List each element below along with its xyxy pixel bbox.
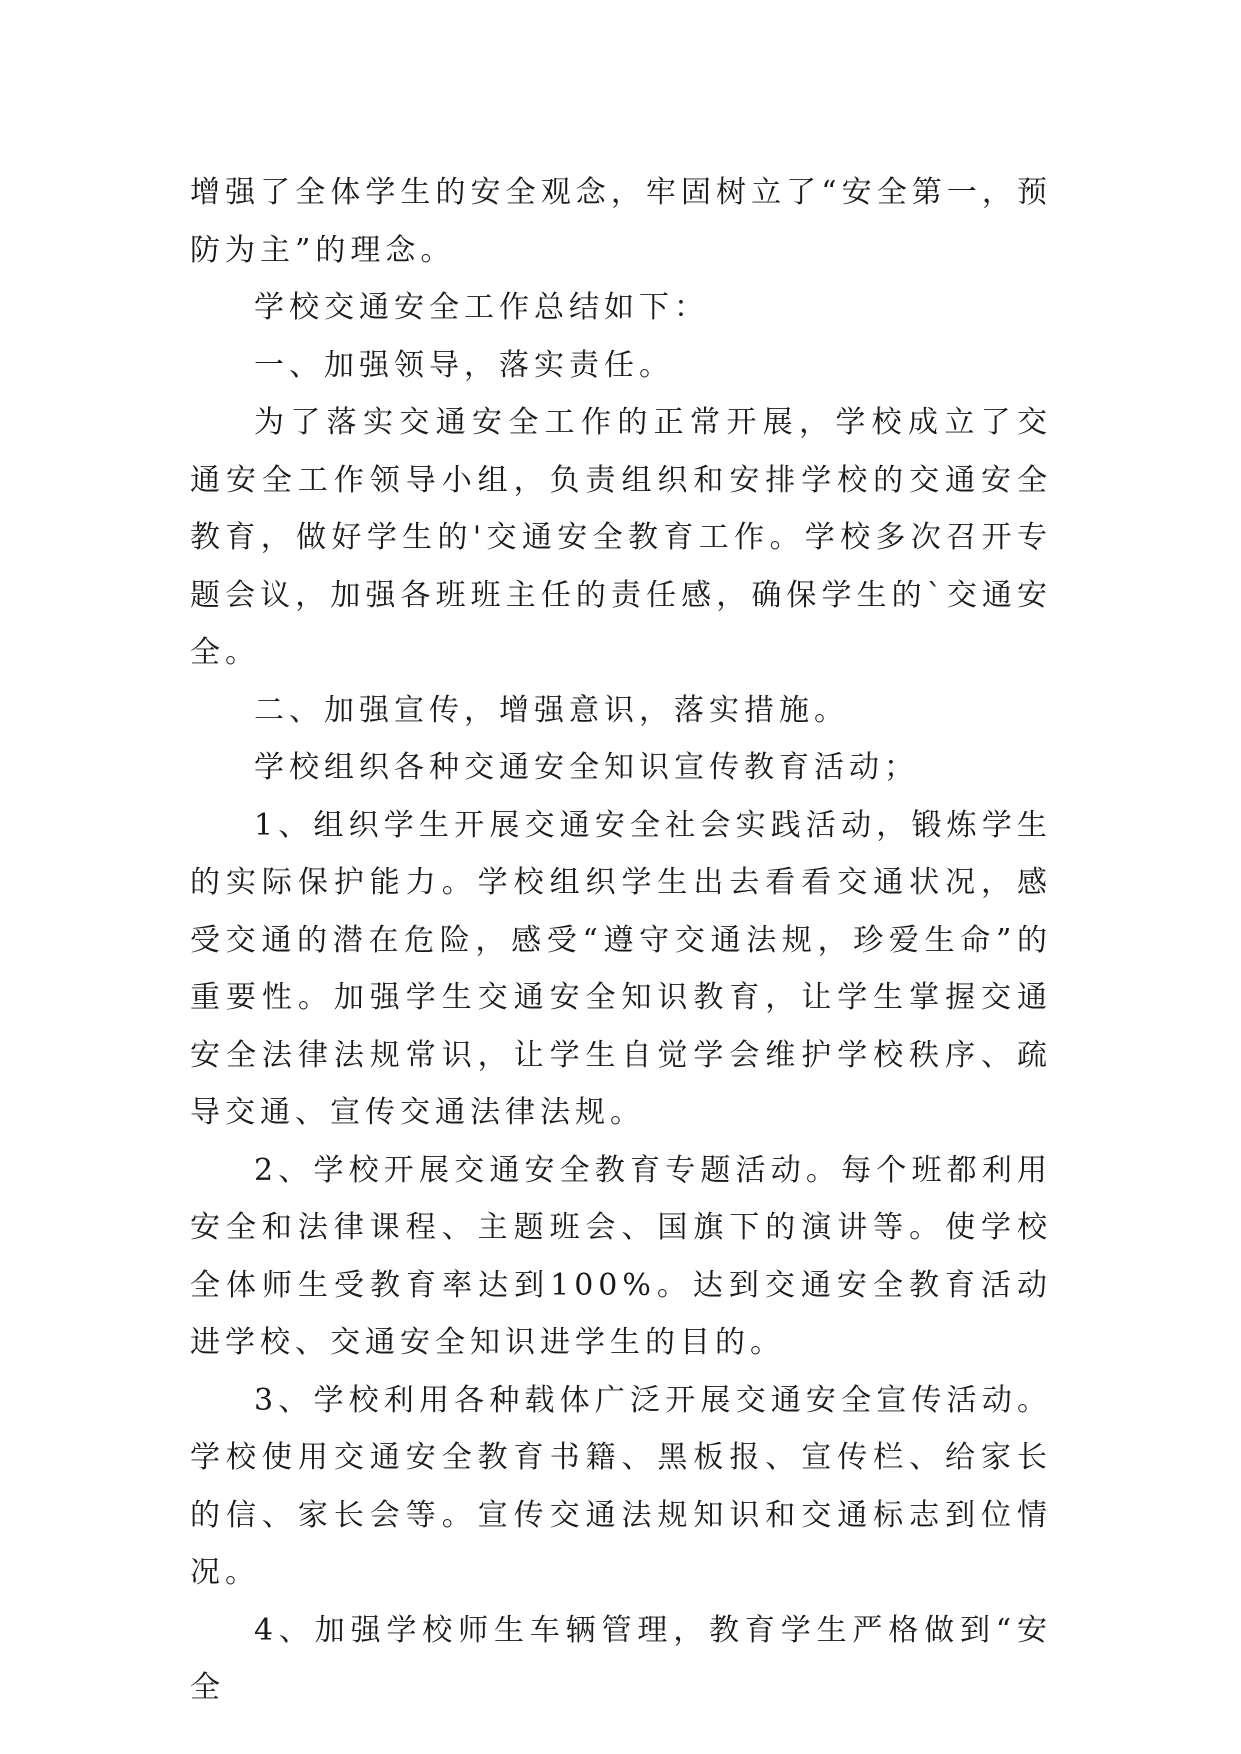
- paragraph-leadership-body: 为了落实交通安全工作的正常开展，学校成立了交通安全工作领导小组，负责组织和安排学校的交通安全教育，做好学生的'交通安全教育工作。学校多次召开专题会议，加强各班班主任的责任感，确保学生的`交通安全。: [190, 405, 1052, 670]
- section-heading-publicity: 二、加强宣传，增强意识，落实措施。: [254, 692, 849, 728]
- section-heading-leadership: 一、加强领导，落实责任。: [254, 347, 674, 383]
- paragraph-publicity-lead: 学校组织各种交通安全知识宣传教育活动；: [254, 750, 919, 785]
- paragraph-summary-lead: 学校交通安全工作总结如下：: [254, 290, 709, 325]
- list-item-4: 4、加强学校师生车辆管理，教育学生严格做到“安全: [190, 1612, 1052, 1705]
- paragraph-intro-continuation: 增强了全体学生的安全观念，牢固树立了“安全第一，预防为主”的理念。: [190, 175, 1052, 268]
- document-body: [190, 164, 1052, 1717]
- list-item-2: 2、学校开展交通安全教育专题活动。每个班都利用安全和法律课程、主题班会、国旗下的演讲等。使学校全体师生受教育率达到100%。达到交通安全教育活动进学校、交通安全知识进学生的目的。: [190, 1152, 1052, 1360]
- list-item-1: 1、组织学生开展交通安全社会实践活动，锻炼学生的实际保护能力。学校组织学生出去看看交通状况，感受交通的潜在危险，感受“遵守交通法规，珍爱生命”的重要性。加强学生交通安全知识教育，让学生掌握交通安全法律法规常识，让学生自觉学会维护学校秩序、疏导交通、宣传交通法律法规。: [190, 807, 1052, 1130]
- list-item-3: 3、学校利用各种载体广泛开展交通安全宣传活动。学校使用交通安全教育书籍、黑板报、宣传栏、给家长的信、家长会等。宣传交通法规知识和交通标志到位情况。: [190, 1382, 1052, 1590]
